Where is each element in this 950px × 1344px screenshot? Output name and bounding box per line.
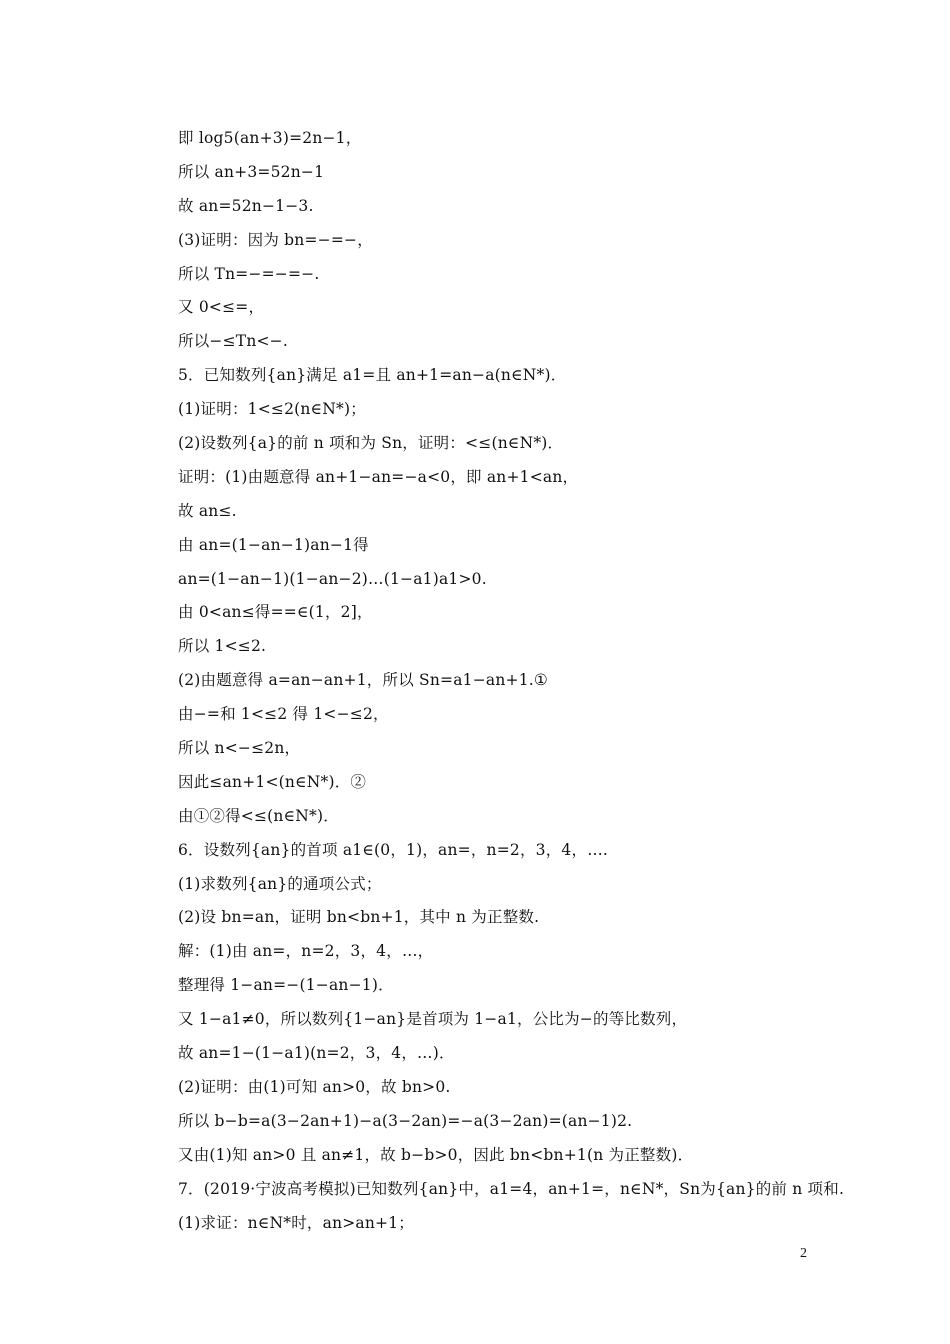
text-line: 又由(1)知 an>0 且 an≠1，故 b−b>0，因此 bn<bn+1(n 为正整数)． xyxy=(178,1145,694,1164)
text-line: (1)求证：n∈N*时，an>an+1； xyxy=(178,1213,415,1232)
text-line: 所以 n<−≤2n， xyxy=(178,739,301,758)
text-line: (1)求数列{an}的通项公式； xyxy=(178,874,382,893)
text-line: 因此≤an+1<(n∈N*)．② xyxy=(178,772,367,791)
text-line: (1)证明：1<≤2(n∈N*)； xyxy=(178,400,366,419)
body-text xyxy=(178,122,858,1240)
problem-5-statement: 5．已知数列{an}满足 a1=且 an+1=an−a(n∈N*)． xyxy=(178,366,567,385)
text-line: 所以 an+3=52n−1 xyxy=(178,162,325,181)
text-line: 证明：(1)由题意得 an+1−an=−a<0，即 an+1<an， xyxy=(178,467,579,486)
text-line: 又 1−a1≠0，所以数列{1−an}是首项为 1−a1，公比为−的等比数列， xyxy=(178,1010,688,1029)
text-line: 故 an=1−(1−a1)(n=2，3，4，…)． xyxy=(178,1044,455,1063)
page-number: 2 xyxy=(800,1246,807,1261)
text-line: 即 log5(an+3)=2n−1， xyxy=(178,129,362,147)
text-line: 所以−≤Tn<−. xyxy=(178,332,288,351)
problem-7-statement: 7．(2019·宁波高考模拟)已知数列{an}中，a1=4，an+1=，n∈N*，Sn为{an}的前 n 项和. xyxy=(178,1179,845,1198)
text-line: 整理得 1−an=−(1−an−1)． xyxy=(178,976,394,995)
text-line: 由−=和 1<≤2 得 1<−≤2， xyxy=(178,705,389,724)
text-line: 由 0<an≤得==∈(1，2]， xyxy=(178,603,373,622)
text-line: 所以 1<≤2. xyxy=(178,637,267,656)
text-line: (2)设数列{a}的前 n 项和为 Sn，证明：<≤(n∈N*)． xyxy=(178,434,564,453)
text-line: 故 an=52n−1−3. xyxy=(178,196,314,215)
text-line: 所以 Tn=−=−=−. xyxy=(178,264,320,283)
text-line: 所以 b−b=a(3−2an+1)−a(3−2an)=−a(3−2an)=(an−1)2. xyxy=(178,1111,633,1130)
text-line: (2)由题意得 a=an−an+1，所以 Sn=a1−an+1.① xyxy=(178,671,548,690)
problem-6-statement: 6．设数列{an}的首项 a1∈(0，1)，an=，n=2，3，4，…. xyxy=(178,840,609,859)
text-line: 故 an≤. xyxy=(178,501,237,520)
text-line: 解：(1)由 an=，n=2，3，4，…， xyxy=(178,942,434,961)
text-line: 又 0<≤=， xyxy=(178,298,265,317)
text-line: an=(1−an−1)(1−an−2)…(1−a1)a1>0. xyxy=(178,569,487,588)
text-line: (3)证明：因为 bn=−=−， xyxy=(178,230,373,249)
text-line: 由①②得<≤(n∈N*)． xyxy=(178,806,339,825)
text-line: 由 an=(1−an−1)an−1得 xyxy=(178,535,369,554)
text-line: (2)证明：由(1)可知 an>0，故 bn>0. xyxy=(178,1077,451,1096)
text-line: (2)设 bn=an，证明 bn<bn+1，其中 n 为正整数. xyxy=(178,908,540,927)
